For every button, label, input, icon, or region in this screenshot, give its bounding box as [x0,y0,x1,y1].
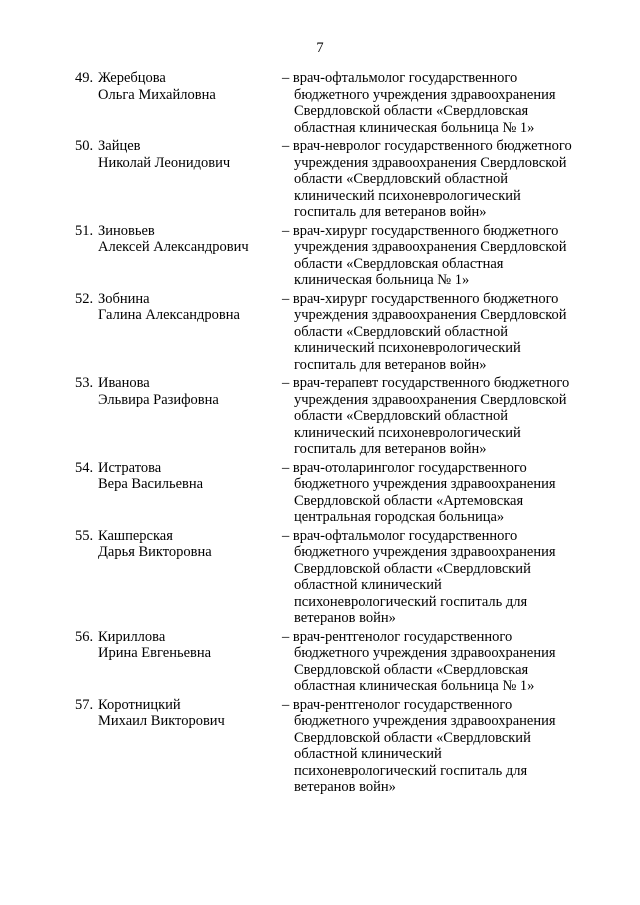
entry-number: 54. [75,459,94,476]
person-name [98,375,278,408]
person-name [98,291,278,324]
description-line: госпиталь для ветеранов войн» [294,356,487,373]
description-line: психоневрологический госпиталь для [294,762,528,779]
entry-number: 53. [75,375,94,391]
description-line: Свердловской области «Свердловская [294,661,529,678]
list-entry [0,629,640,695]
entry-number: 49. [75,70,94,86]
person-given-names: Дарья Викторовна [98,544,212,560]
description-line: областная клиническая больница № 1» [294,119,535,136]
description-line: бюджетного учреждения здравоохранения [294,544,556,560]
description-line: психоневрологический госпиталь для [294,593,528,610]
person-surname: Жеребцова [98,70,166,86]
description-line: клинический психоневрологический [294,340,521,356]
person-given-names: Галина Александровна [98,307,240,323]
description-line: – врач-отоларинголог государственного [282,459,527,476]
description-line: учреждения здравоохранения Свердловской [294,391,567,408]
description-line: области «Свердловский областной [294,408,509,424]
description-line: клинический психоневрологический [294,187,521,204]
description-line: учреждения здравоохранения Свердловской [294,154,567,171]
description-line: областной клинический [294,746,442,762]
position-description [282,629,592,695]
person-surname: Иванова [98,375,150,391]
position-description [282,460,592,526]
person-name [98,138,278,171]
entry-number: 52. [75,290,94,307]
person-given-names: Ирина Евгеньевна [98,645,212,661]
person-surname: Коротницкий [98,696,181,713]
person-name [98,528,278,561]
position-description [282,223,592,289]
person-surname: Зобнина [98,290,150,307]
description-line: клиническая больница № 1» [294,272,470,288]
description-line: – врач-хирург государственного бюджетного [282,290,559,307]
person-name [98,460,278,493]
list-entry [0,528,640,627]
entry-number: 51. [75,222,94,239]
description-line: – врач-рентгенолог государственного [282,696,513,713]
person-name [98,223,278,256]
description-line: – врач-рентгенолог государственного [282,628,513,645]
person-given-names: Ольга Михайловна [98,86,216,103]
position-description [282,528,592,627]
description-line: области «Свердловский областной [294,323,509,340]
description-line: ветеранов войн» [294,779,396,795]
person-given-names: Вера Васильевна [98,476,204,492]
list-entry [0,70,640,136]
person-name [98,70,278,103]
person-given-names: Михаил Викторович [98,713,225,729]
person-surname: Зиновьев [98,222,155,239]
list-entry [0,223,640,289]
description-line: учреждения здравоохранения Свердловской [294,239,567,255]
list-entry [0,291,640,374]
entry-number: 56. [75,628,94,645]
entry-number: 50. [75,138,94,154]
description-line: Свердловской области «Артемовская [294,492,524,509]
description-line: бюджетного учреждения здравоохранения [294,713,556,729]
list-entry [0,375,640,458]
description-line: госпиталь для ветеранов войн» [294,204,487,220]
description-line: бюджетного учреждения здравоохранения [294,476,556,492]
entry-number: 55. [75,527,94,544]
description-line: учреждения здравоохранения Свердловской [294,307,567,323]
description-line: Свердловской области «Свердловский [294,729,531,746]
person-surname: Истратова [98,459,162,476]
person-name [98,697,278,730]
person-given-names: Эльвира Разифовна [98,391,219,408]
entry-number: 57. [75,696,94,713]
person-surname: Кириллова [98,628,166,645]
person-surname: Кашперская [98,527,173,544]
list-entry [0,138,640,221]
list-entry [0,697,640,796]
position-description [282,697,592,796]
person-given-names: Алексей Александрович [98,239,249,255]
description-line: бюджетного учреждения здравоохранения [294,645,556,661]
description-line: – врач-терапевт государственного бюджетного [282,375,570,391]
description-line: Свердловской области «Свердловский [294,560,531,577]
description-line: области «Свердловский областной [294,171,509,187]
person-name [98,629,278,662]
description-line: – врач-офтальмолог государственного [282,527,518,544]
description-line: ветеранов войн» [294,610,396,626]
description-line: – врач-хирург государственного бюджетного [282,222,559,239]
description-line: – врач-невролог государственного бюджетного [282,138,572,154]
description-line: клинический психоневрологический [294,424,521,441]
description-line: областной клинический [294,577,442,593]
position-description [282,291,592,374]
position-description [282,375,592,458]
person-surname: Зайцев [98,138,141,154]
description-line: области «Свердловская областная [294,255,504,272]
description-line: госпиталь для ветеранов войн» [294,441,487,457]
description-line: бюджетного учреждения здравоохранения [294,86,556,103]
position-description [282,138,592,221]
description-line: центральная городская больница» [294,509,505,525]
description-line: областная клиническая больница № 1» [294,678,535,694]
person-given-names: Николай Леонидович [98,154,231,171]
award-list [0,70,640,798]
description-line: – врач-офтальмолог государственного [282,70,518,86]
list-entry [0,460,640,526]
page-number: 7 [316,40,324,56]
description-line: Свердловской области «Свердловская [294,103,529,119]
position-description [282,70,592,136]
